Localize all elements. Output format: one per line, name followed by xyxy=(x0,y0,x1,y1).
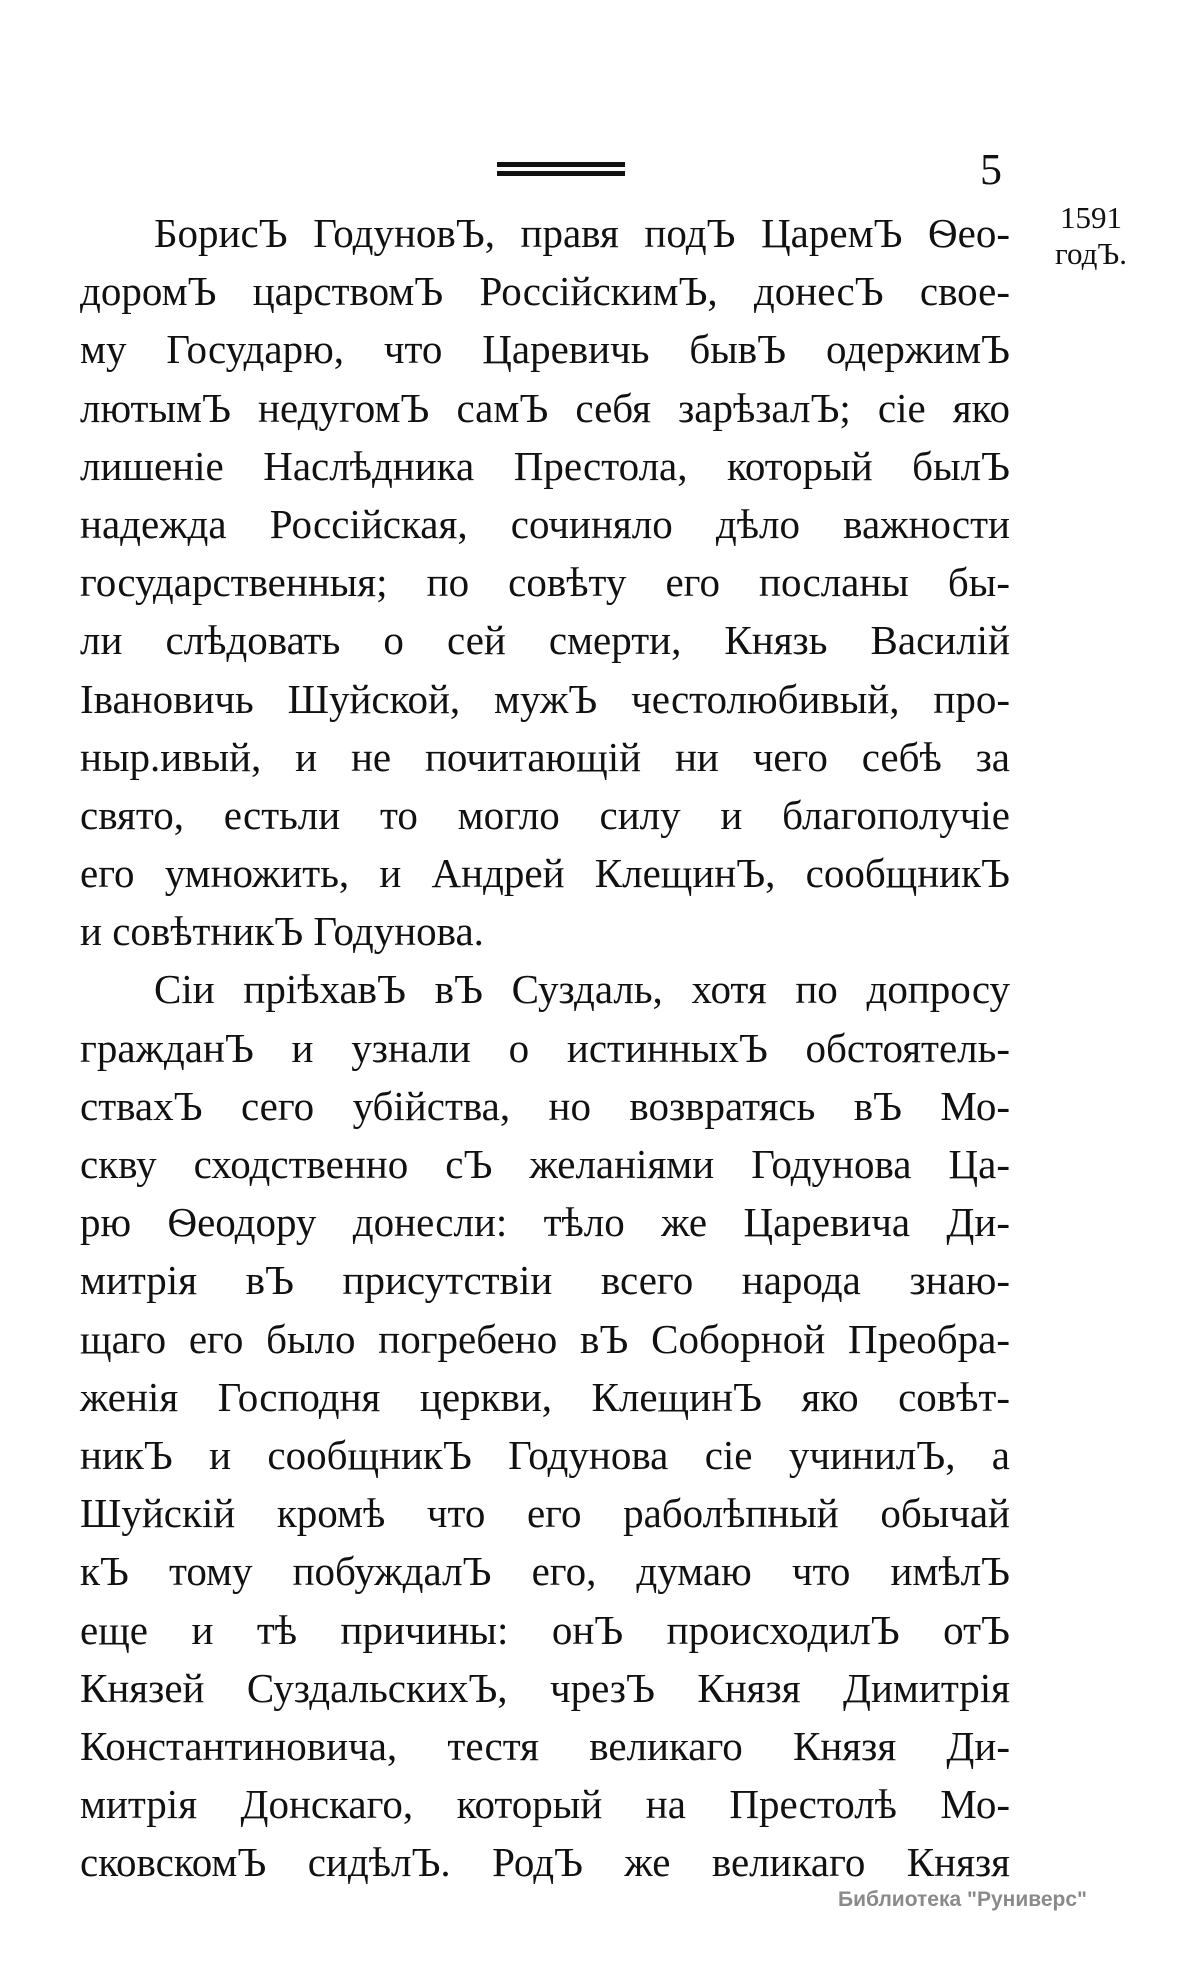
text-line: доромЪ царствомЪ РоссійскимЪ, донесЪ свое- xyxy=(80,268,1010,315)
text-line: Константиновича, тестя великаго Князя Ди- xyxy=(80,1722,1010,1769)
text-line: лишеніе Наслѣдника Престола, который былЪ xyxy=(80,442,1010,489)
text-line: женія Господня церкви, КлещинЪ яко совѣт- xyxy=(80,1373,1010,1420)
text-line: еще и тѣ причины: онЪ происходилЪ отЪ xyxy=(80,1606,1010,1653)
text-line: и совѣтникЪ Годунова. xyxy=(80,908,484,955)
text-line: сковскомЪ сидѣлЪ. РодЪ же великаго Князя xyxy=(80,1839,1010,1886)
margin-note-year: 1591 xyxy=(1060,200,1122,235)
text-line: Шуйскій кромѣ что его раболѣпный обычай xyxy=(80,1490,1010,1537)
library-watermark: Библиотека "Руниверс" xyxy=(838,1888,1088,1911)
text-line: лютымЪ недугомЪ самЪ себя зарѣзалЪ; сіе яко xyxy=(80,384,1010,431)
text-line: государственныя; по совѣту его посланы бы- xyxy=(80,559,1010,606)
text-line: кЪ тому побуждалЪ его, думаю что имѣлЪ xyxy=(80,1548,1010,1595)
header-ornament-rule xyxy=(497,162,625,180)
text-line: Сіи пріѣхавЪ вЪ Суздаль, хотя по допросу xyxy=(154,966,1010,1013)
text-line: ли слѣдовать о сей смерти, Князь Василій xyxy=(80,617,1010,664)
text-line: гражданЪ и узнали о истинныхЪ обстоятель- xyxy=(80,1024,1010,1071)
margin-note xyxy=(1036,200,1146,272)
text-line: свято, естьли то могло силу и благополучіе xyxy=(80,791,1010,838)
margin-note-word: годЪ. xyxy=(1055,236,1127,271)
text-line: ствахЪ сего убійства, но возвратясь вЪ Мо- xyxy=(80,1082,1010,1129)
text-line: никЪ и сообщникЪ Годунова сіе учинилЪ, а xyxy=(80,1431,1010,1478)
body-text xyxy=(80,204,1010,1891)
page-number: 5 xyxy=(980,145,1002,194)
text-line: БорисЪ ГодуновЪ, правя подЪ ЦаремЪ Ѳео- xyxy=(154,210,1010,256)
text-line: надежда Россійская, сочиняло дѣло важности xyxy=(80,500,1010,547)
text-line: ныр.ивый, и не почитающій ни чего себѣ за xyxy=(80,733,1010,780)
text-line: скву сходственно сЪ желаніями Годунова Ца- xyxy=(80,1141,1010,1187)
text-line: Івановичь Шуйской, мужЪ честолюбивый, про- xyxy=(80,675,1010,722)
text-line: его умножить, и Андрей КлещинЪ, сообщникЪ xyxy=(80,850,1010,897)
text-line: му Государю, что Царевичь бывЪ одержимЪ xyxy=(80,326,1010,373)
text-line: митрія вЪ присутствіи всего народа знаю- xyxy=(80,1257,1010,1304)
text-line: рю Ѳеодору донесли: тѣло же Царевича Ди- xyxy=(80,1199,1010,1246)
text-line: митрія Донскаго, который на Престолѣ Мо- xyxy=(80,1781,1010,1828)
text-line: Князей СуздальскихЪ, чрезЪ Князя Димитрія xyxy=(80,1664,1010,1711)
text-line: щаго его было погребено вЪ Соборной Преобра- xyxy=(80,1315,1010,1362)
